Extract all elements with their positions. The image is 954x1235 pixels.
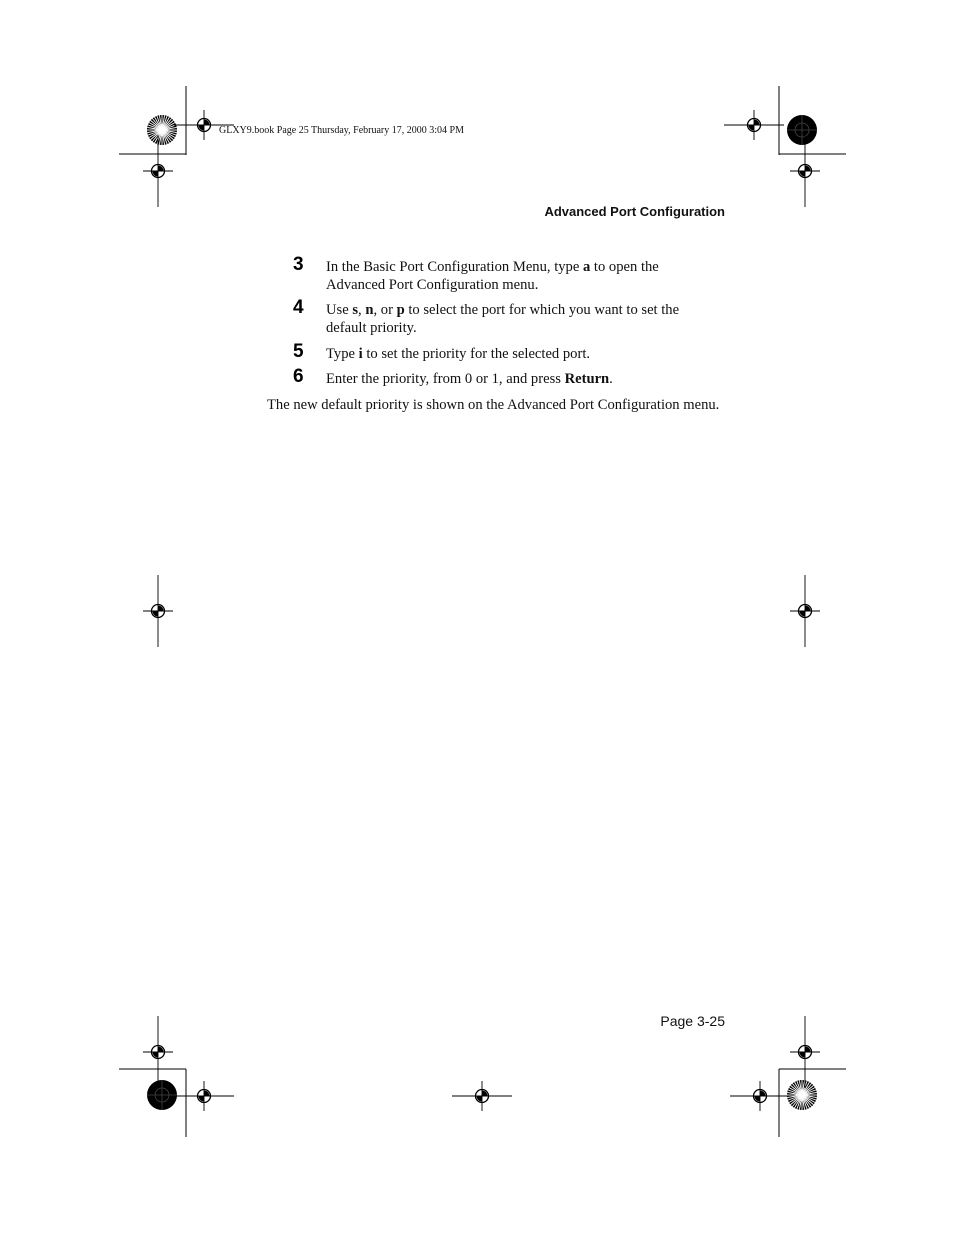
body-paragraph: The new default priority is shown on the Advanced Port Configuration menu. [267,397,720,413]
step-number: 4 [293,297,304,318]
step-text: In the Basic Port Configuration Menu, type a to open the Advanced Port Configuration menu. [326,259,659,293]
registration-target-icon [143,135,173,207]
registration-target-icon [730,1081,790,1111]
running-head: Advanced Port Configuration [544,204,725,219]
step-number: 6 [293,366,304,387]
step-number: 3 [293,254,304,275]
registration-target-icon [790,575,820,647]
registration-target-icon [143,1016,173,1088]
registration-target-icon [724,110,784,140]
step-text: Type i to set the priority for the selected port. [326,346,591,362]
step-number: 5 [293,341,304,362]
registration-target-icon [174,1081,234,1111]
step-text: Enter the priority, from 0 or 1, and press Return. [326,371,613,387]
registration-target-icon [452,1081,512,1111]
registration-target-icon [790,1016,820,1088]
registration-target-icon [790,135,820,207]
registration-target-icon [143,575,173,647]
print-slug: GLXY9.book Page 25 Thursday, February 17, 2000 3:04 PM [219,125,464,136]
page-number: Page 3-25 [660,1013,725,1029]
step-text: Use s, n, or p to select the port for which you want to set the default priority. [326,302,680,336]
